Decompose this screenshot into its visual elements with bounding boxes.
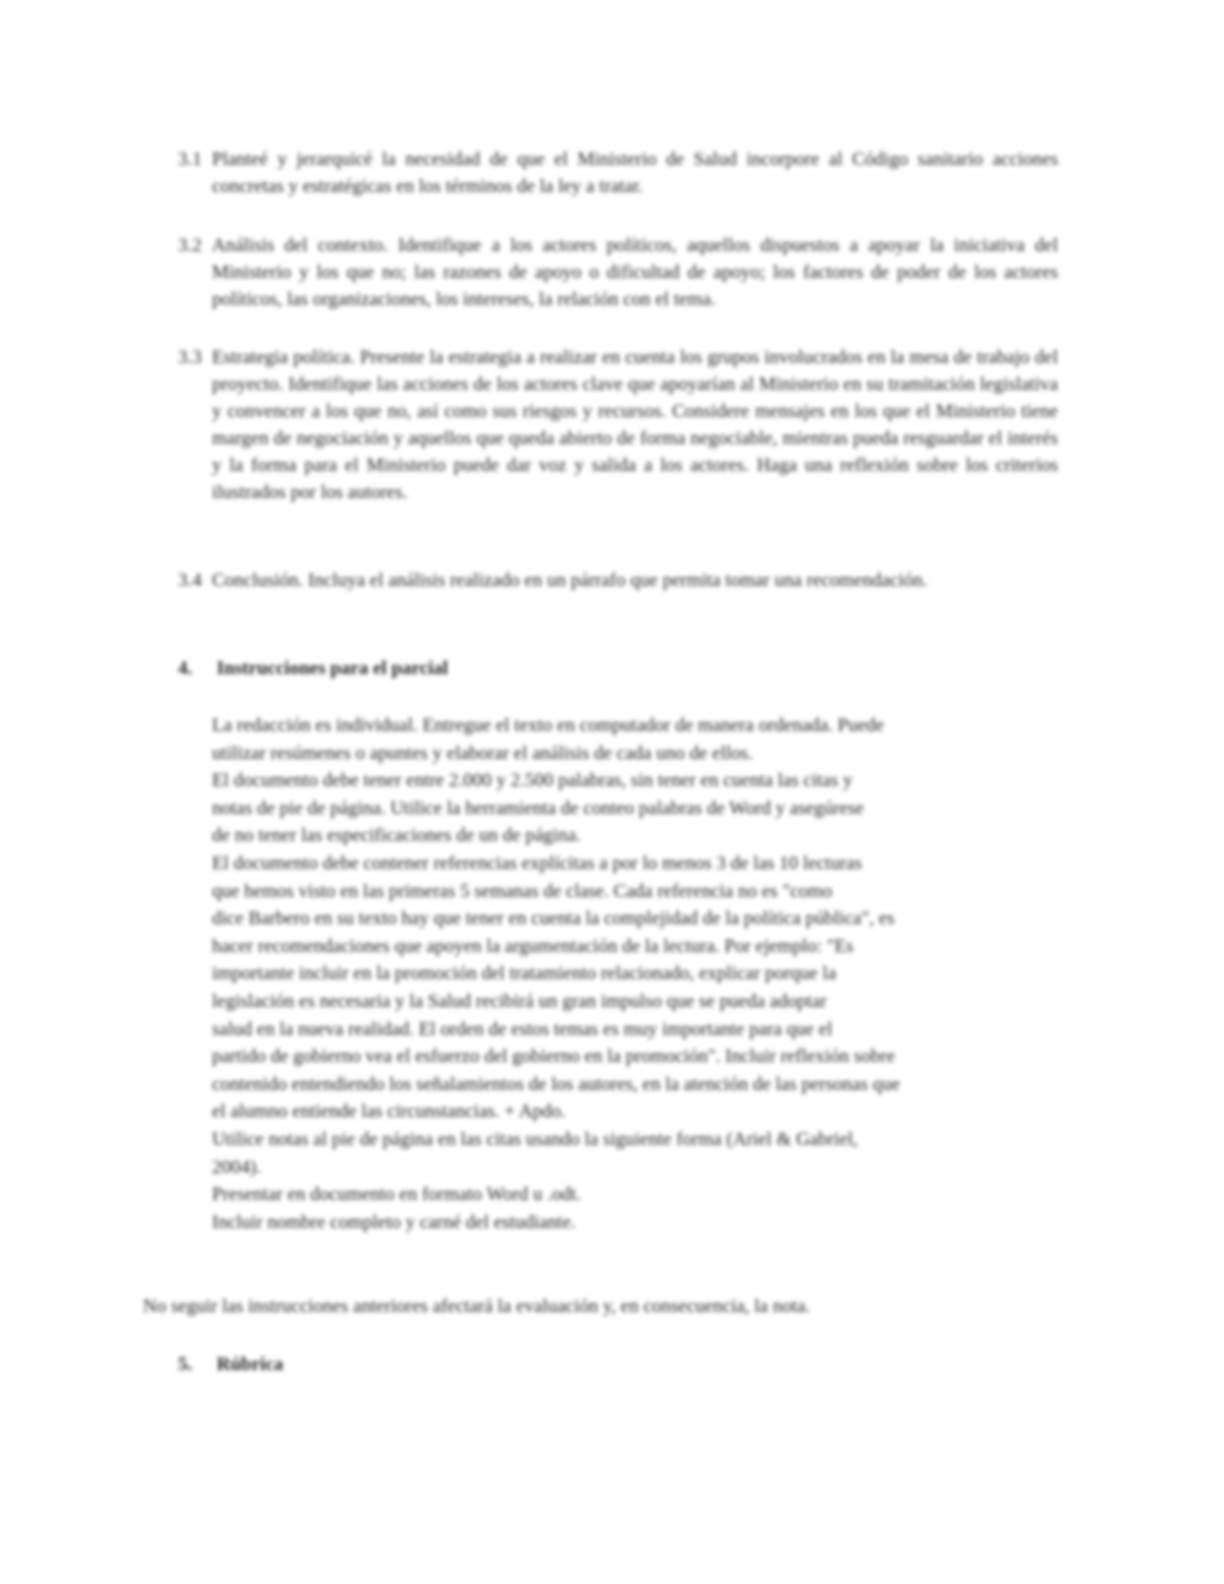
instruction-line: partido de gobierno vea el esfuerzo del gobierno en la promoción". Incluir reflexión sobre	[212, 1046, 896, 1068]
section-title: Instrucciones para el parcial	[216, 658, 449, 679]
section-heading-5	[178, 1351, 283, 1378]
instruction-line: que hemos visto en las primeras 5 semanas de clase. Cada referencia no es "como	[212, 880, 833, 902]
item-text: Conclusión. Incluya el análisis realizado en un párrafo que permita tomar una recomendación.	[212, 570, 928, 591]
instruction-line: legislación es necesaria y la Salud recibirá un gran impulso que se pueda adoptar	[212, 990, 827, 1012]
instruction-line: Utilice notas al pie de página en las citas usando la siguiente forma (Ariel & Gabriel,	[212, 1128, 858, 1150]
item-text: Estrategia política. Presente la estrategia a realizar en cuenta los grupos involucrados en la mesa de trabajo del proyecto. Identifique las acciones de los actores clave que apoyarían al Ministerio en su tramitación legislativa y convencer a los que no, así como sus riesgos y recursos. Considere mensajes en los que el Ministerio tiene margen de negociación y aquellos que queda abierto de forma negociable, mientras pueda resguardar el interés y la forma para el Ministerio puede dar voz y salida a los actores. Haga una reflexión sobre los criterios ilustrados por los autores.	[212, 347, 1058, 503]
instruction-line: de no tener las especificaciones de un de página.	[212, 825, 581, 847]
instruction-line: El documento debe contener referencias explícitas a por lo menos 3 de las 10 lecturas	[212, 852, 862, 874]
section-heading-4	[178, 655, 448, 682]
instruction-line: salud en la nueva realidad. El orden de estos temas es muy importante para que el	[212, 1018, 833, 1040]
instruction-line: importante incluir en la promoción del tratamiento relacionado, explicar porque la	[212, 963, 837, 985]
instruction-line: utilizar resúmenes o apuntes y elaborar el análisis de cada uno de ellos.	[212, 742, 753, 764]
instruction-line: Incluir nombre completo y carné del estudiante.	[212, 1211, 576, 1233]
instruction-line: notas de pie de página. Utilice la herramienta de conteo palabras de Word y asegúrese	[212, 797, 864, 819]
item-number: 3.1	[178, 149, 202, 170]
section-number: 4.	[178, 658, 193, 679]
instruction-line: dice Barbero en su texto hay que tener en cuenta la complejidad de la política pública", es	[212, 908, 895, 930]
instructions-block	[212, 712, 1070, 1236]
instruction-line: Presentar en documento en formato Word u .odt.	[212, 1184, 582, 1206]
instruction-line: 2004).	[212, 1156, 262, 1178]
instruction-line: hacer recomendaciones que apoyen la argumentación de la lectura. Por ejemplo: "Es	[212, 935, 854, 957]
section-number: 5.	[178, 1354, 193, 1375]
item-text: Planteé y jerarquicé la necesidad de que el Ministerio de Salud incorpore al Código sanitario acciones concretas y estratégicas en los términos de la ley a tratar.	[212, 149, 1058, 197]
item-number: 3.3	[178, 347, 202, 368]
instruction-line: el alumno entiende las circunstancias. + Apdo.	[212, 1101, 566, 1123]
item-text: Análisis del contexto. Identifique a los actores políticos, aquellos dispuestos a apoyar la iniciativa del Ministerio y los que no; las razones de apoyo o dificultad de apoyo; los factores de poder de los actores políticos, las organizaciones, los intereses, la relación con el tema.	[212, 235, 1058, 310]
section-title: Rúbrica	[216, 1354, 284, 1375]
note-paragraph: No seguir las instrucciones anteriores afectará la evaluación y, en consecuencia, la nota.	[143, 1296, 811, 1317]
item-number: 3.4	[178, 570, 202, 591]
instruction-line: El documento debe tener entre 2.000 y 2.500 palabras, sin tener en cuenta las citas y	[212, 770, 853, 792]
instruction-line: contenido entendiendo los señalamientos de los autores, en la atención de las personas que	[212, 1073, 901, 1095]
instruction-line: La redacción es individual. Entregue el texto en computador de manera ordenada. Puede	[212, 715, 885, 736]
item-number: 3.2	[178, 235, 202, 256]
